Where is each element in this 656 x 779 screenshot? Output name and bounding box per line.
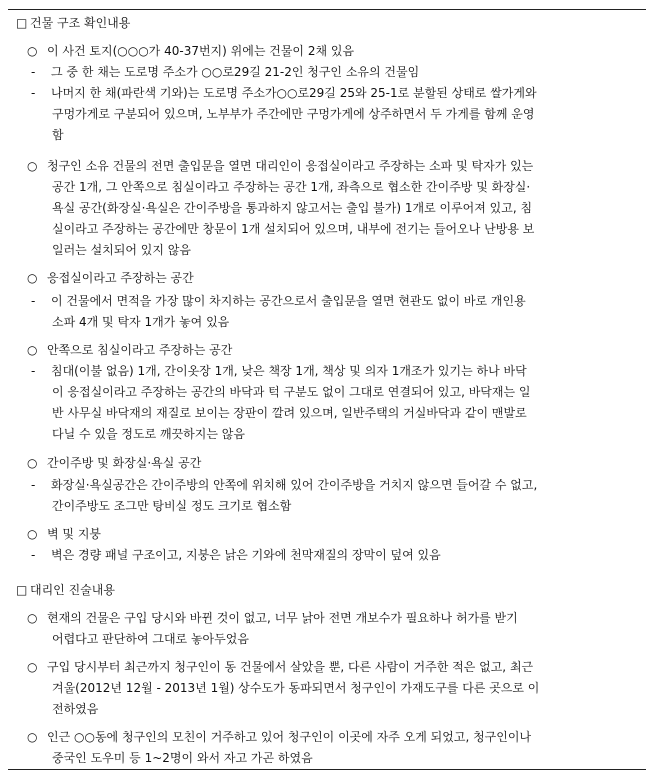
checkbox-square-icon: □ bbox=[16, 583, 28, 597]
dash-bullet-icon: - bbox=[31, 364, 36, 378]
text-line: 어렵다고 판단하여 그대로 놓아두었음 bbox=[52, 632, 249, 646]
text-line: 간이주방도 조그만 탕비실 정도 크기로 협소함 bbox=[52, 499, 292, 513]
dash-item: - 그 중 한 채는 도로명 주소가 ○○로29길 21-2인 청구인 소유의 건물임 bbox=[31, 65, 420, 79]
text-line: 소파 4개 및 탁자 1개가 놓여 있음 bbox=[52, 315, 230, 329]
bullet-item: ○ 안쪽으로 침실이라고 주장하는 공간 bbox=[27, 343, 233, 357]
text-line: 다닐 수 있을 정도로 깨끗하지는 않음 bbox=[52, 427, 245, 441]
circle-bullet-icon: ○ bbox=[27, 159, 38, 173]
text-line: 전하였음 bbox=[52, 702, 99, 716]
circle-bullet-icon: ○ bbox=[27, 456, 38, 470]
dash-item: - 화장실·욕실공간은 간이주방의 안쪽에 위치해 있어 간이주방을 거치지 않으면 들어갈 수 없고, bbox=[31, 478, 538, 492]
bottom-border-rule bbox=[8, 769, 646, 770]
text-line: 이 응접실이라고 주장하는 공간의 바닥과 턱 구분도 없이 그대로 연결되어 있고, 바닥재는 일 bbox=[52, 385, 531, 399]
bullet-item: ○ 구입 당시부터 최근까지 청구인이 동 건물에서 살았을 뿐, 다른 사람이 거주한 적은 없고, 최근 bbox=[27, 660, 534, 674]
text-line: 겨울(2012년 12월 - 2013년 1월) 상수도가 동파되면서 청구인이 가재도구를 다른 곳으로 이 bbox=[52, 681, 540, 695]
dash-bullet-icon: - bbox=[31, 548, 36, 562]
circle-bullet-icon: ○ bbox=[27, 527, 38, 541]
text-line: 일러는 설치되어 있지 않음 bbox=[52, 243, 191, 257]
text-line: 반 사무실 바닥재의 재질로 보이는 장판이 깔려 있으며, 일반주택의 거실바닥과 같이 맨발로 bbox=[52, 406, 527, 420]
text-line: 실이라고 주장하는 공간에만 창문이 1개 설치되어 있으며, 내부에 전기는 들어오나 난방용 보 bbox=[52, 222, 535, 236]
bullet-item: ○ 인근 ○○동에 청구인의 모친이 거주하고 있어 청구인이 이곳에 자주 오게 되었고, 청구인이나 bbox=[27, 730, 532, 744]
circle-bullet-icon: ○ bbox=[27, 271, 38, 285]
dash-item: - 나머지 한 채(파란색 기와)는 도로명 주소가○○로29길 25와 25-1로 분할된 상태로 쌀가게와 bbox=[31, 86, 537, 100]
circle-bullet-icon: ○ bbox=[27, 343, 38, 357]
bullet-item: ○ 벽 및 지붕 bbox=[27, 527, 101, 541]
bullet-item: ○ 청구인 소유 건물의 전면 출입문을 열면 대리인이 응접실이라고 주장하는 소파 및 탁자가 있는 bbox=[27, 159, 534, 173]
checkbox-square-icon: □ bbox=[16, 16, 28, 30]
text-line: 중국인 도우미 등 1~2명이 와서 자고 가곤 하였음 bbox=[52, 751, 313, 765]
circle-bullet-icon: ○ bbox=[27, 611, 38, 625]
circle-bullet-icon: ○ bbox=[27, 660, 38, 674]
text-line: 구멍가게로 구분되어 있으며, 노부부가 주간에만 구멍가게에 상주하면서 두 가게를 함께 운영 bbox=[52, 107, 535, 121]
dash-bullet-icon: - bbox=[31, 478, 36, 492]
dash-item: - 벽은 경량 패널 구조이고, 지붕은 낡은 기와에 천막재질의 장막이 덮여 있음 bbox=[31, 548, 441, 562]
text-line: 공간 1개, 그 안쪽으로 침실이라고 주장하는 공간 1개, 좌측으로 협소한 간이주방 및 화장실· bbox=[52, 180, 531, 194]
dash-item: - 이 건물에서 면적을 가장 많이 차지하는 공간으로서 출입문을 열면 현관도 없이 바로 개인용 bbox=[31, 294, 526, 308]
text-line: 함 bbox=[52, 128, 64, 142]
section-heading-building-structure: □ 건물 구조 확인내용 bbox=[16, 16, 131, 30]
bullet-item: ○ 현재의 건물은 구입 당시와 바뀐 것이 없고, 너무 낡아 전면 개보수가 필요하나 허가를 받기 bbox=[27, 611, 518, 625]
circle-bullet-icon: ○ bbox=[27, 44, 38, 58]
circle-bullet-icon: ○ bbox=[27, 730, 38, 744]
bullet-item: ○ 응접실이라고 주장하는 공간 bbox=[27, 271, 194, 285]
dash-bullet-icon: - bbox=[31, 65, 36, 79]
dash-bullet-icon: - bbox=[31, 86, 36, 100]
bullet-item: ○ 간이주방 및 화장실·욕실 공간 bbox=[27, 456, 202, 470]
text-line: 욕실 공간(화장실·욕실은 간이주방을 통과하지 않고서는 출입 불가) 1개로 이루어져 있고, 침 bbox=[52, 201, 533, 215]
dash-bullet-icon: - bbox=[31, 294, 36, 308]
section-heading-agent-statement: □ 대리인 진술내용 bbox=[16, 583, 115, 597]
top-border-rule bbox=[8, 9, 646, 10]
dash-item: - 침대(이불 없음) 1개, 간이옷장 1개, 낮은 책장 1개, 책상 및 의자 1개조가 있기는 하나 바닥 bbox=[31, 364, 527, 378]
bullet-item: ○ 이 사건 토지(○○○가 40-37번지) 위에는 건물이 2채 있음 bbox=[27, 44, 355, 58]
